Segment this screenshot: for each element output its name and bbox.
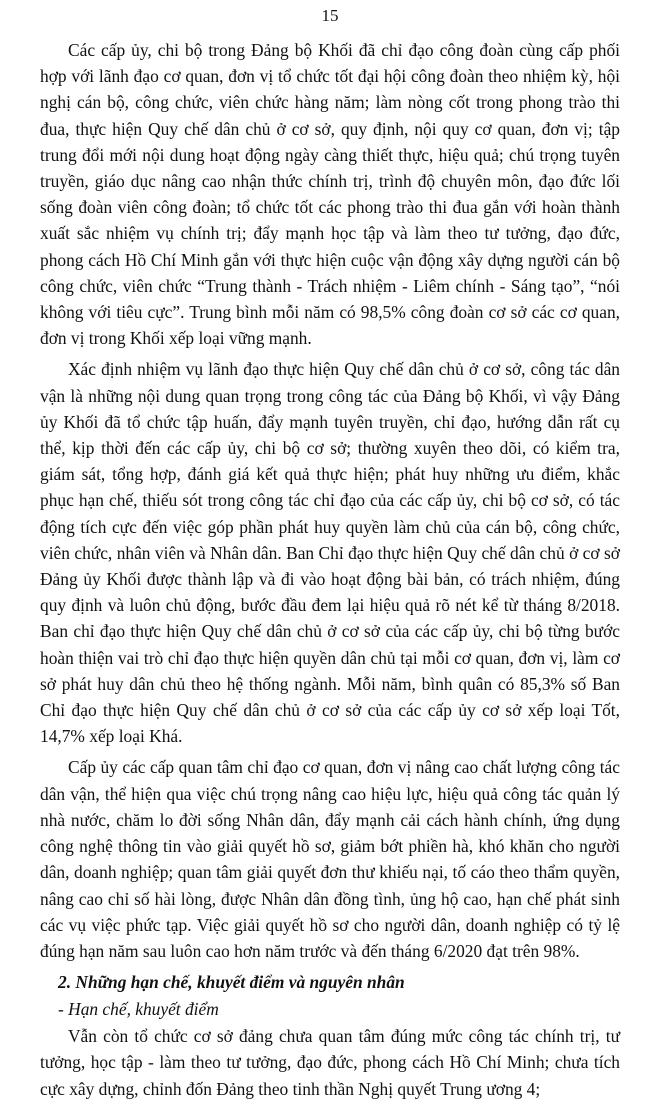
page-number: 15 <box>321 6 339 25</box>
paragraph-limitations: Vẫn còn tổ chức cơ sở đảng chưa quan tâm đúng mức công tác chính trị, tư tưởng, học tập - làm theo tư tưởng, đạo đức, phong cách Hồ Chí Minh; chưa tích cực xây dựng, chỉnh đốn Đảng theo tinh thần Nghị quyết Trung ương 4; <box>40 1026 620 1099</box>
paragraph-trade-union: Các cấp ủy, chi bộ trong Đảng bộ Khối đã chỉ đạo công đoàn cùng cấp phối hợp với lãnh đạo cơ quan, đơn vị tổ chức tốt đại hội công đoàn theo nhiệm kỳ, hội nghị cán bộ, công chức, viên chức hàng năm; làm nòng cốt trong phong trào thi đua, thực hiện Quy chế dân chủ ở cơ sở, quy định, nội quy cơ quan, đơn vị; tập trung đổi mới nội dung hoạt động ngày càng thiết thực, hiệu quả; chú trọng tuyên truyền, giáo dục nâng cao nhận thức chính trị, trình độ chuyên môn, đạo đức lối sống đoàn viên công đoàn; tổ chức tốt các phong trào thi đua gắn với hoàn thành xuất sắc nhiệm vụ chính trị; đẩy mạnh học tập và làm theo tư tưởng, đạo đức, phong cách Hồ Chí Minh gắn với thực hiện cuộc vận động xây dựng người cán bộ công chức, viên chức “Trung thành - Trách nhiệm - Liêm chính - Sáng tạo”, “nói không với tiêu cực”. Trung bình mỗi năm có 98,5% công đoàn cơ sở các cơ quan, đơn vị trong Khối xếp loại vững mạnh. <box>40 40 620 349</box>
subheading: - Hạn chế, khuyết điểm <box>58 999 219 1020</box>
paragraph-mass-mobilization: Cấp ủy các cấp quan tâm chỉ đạo cơ quan, đơn vị nâng cao chất lượng công tác dân vận, thể hiện qua việc chú trọng nâng cao hiệu lực, hiệu quả công tác quản lý nhà nước, chăm lo đời sống Nhân dân, đẩy mạnh cải cách hành chính, ứng dụng công nghệ thông tin vào giải quyết hồ sơ, giảm bớt phiền hà, khó khăn cho người dân, doanh nghiệp; quan tâm giải quyết đơn thư khiếu nại, tố cáo theo thẩm quyền, nâng cao chỉ số hài lòng, được Nhân dân đồng tình, ủng hộ cao, hạn chế phát sinh các vụ việc phức tạp. Việc giải quyết hồ sơ cho người dân, doanh nghiệp có tỷ lệ đúng hạn năm sau luôn cao hơn năm trước và đến tháng 6/2020 đạt trên 98%. <box>40 757 620 961</box>
section-heading: 2. Những hạn chế, khuyết điểm và nguyên nhân <box>58 972 405 993</box>
paragraph-democracy-regulation: Xác định nhiệm vụ lãnh đạo thực hiện Quy chế dân chủ ở cơ sở, công tác dân vận là những nội dung quan trọng trong công tác của Đảng bộ Khối, vì vậy Đảng ủy Khối đã tổ chức tập huấn, đẩy mạnh tuyên truyền, chỉ đạo, hướng dẫn rất cụ thể, kịp thời đến các cấp ủy, chi bộ cơ sở; thường xuyên theo dõi, có kiểm tra, giám sát, tổng hợp, đánh giá kết quả thực hiện; phát huy những ưu điểm, khắc phục hạn chế, thiếu sót trong công tác chỉ đạo của các cấp ủy, chi bộ cơ sở, có tác động tích cực đến việc góp phần phát huy quyền làm chủ của cán bộ, công chức, viên chức, nhân viên và Nhân dân. Ban Chỉ đạo thực hiện Quy chế dân chủ ở cơ sở Đảng ủy Khối được thành lập và đi vào hoạt động bài bản, có trách nhiệm, đúng quy định và luôn chủ động, bước đầu đem lại hiệu quả rõ nét kể từ tháng 8/2018. Ban chỉ đạo thực hiện Quy chế dân chủ ở cơ sở của các cấp ủy, chi bộ từng bước hoàn thiện vai trò chỉ đạo thực hiện quyền dân chủ tại mỗi cơ quan, đơn vị, làm cơ sở phát huy dân chủ theo hệ thống ngành. Mỗi năm, bình quân có 85,3% số Ban Chỉ đạo thực hiện Quy chế dân chủ ở cơ sở của các cấp ủy cơ sở xếp loại Tốt, 14,7% xếp loại Khá. <box>40 359 620 747</box>
